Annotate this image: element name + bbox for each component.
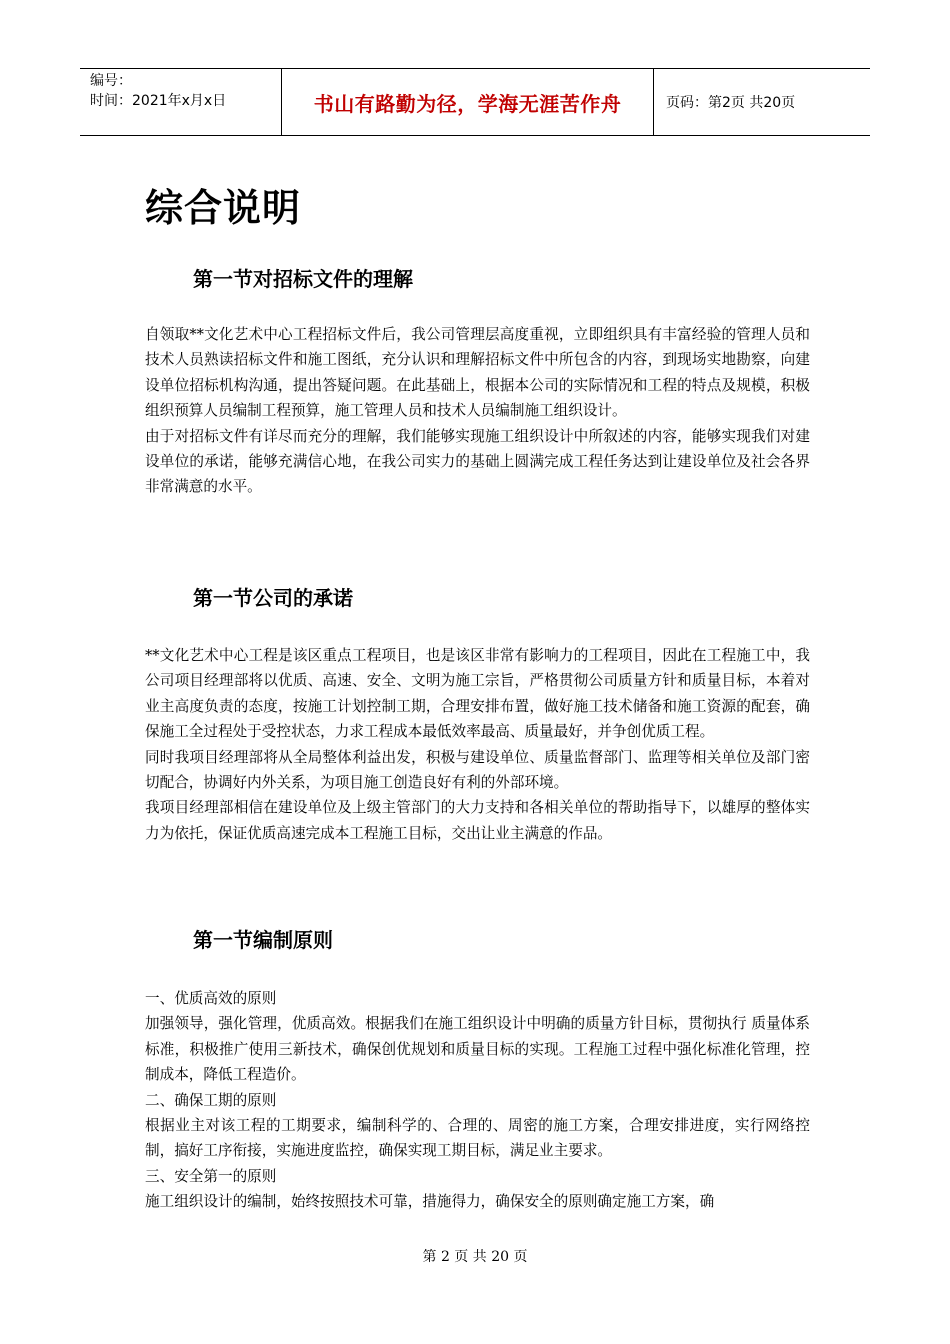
section-heading-principles: 第一节编制原则 — [193, 928, 333, 952]
paragraph: 根据业主对该工程的工期要求，编制科学的、合理的、周密的施工方案，合理安排进度，实行网络控制，搞好工序衔接，实施进度监控，确保实现工期目标，满足业主要求。 — [145, 1117, 810, 1160]
section-body-principles — [145, 986, 810, 1215]
subheading: 三、安全第一的原则 — [145, 1167, 277, 1185]
paragraph: 同时我项目经理部将从全局整体利益出发，积极与建设单位、质量监督部门、监理等相关单位及部门密切配合，协调好内外关系，为项目施工创造良好有利的外部环境。 — [145, 748, 810, 792]
page-footer: 第 2 页 共 20 页 — [422, 1249, 528, 1265]
header-motto: 书山有路勤为径，学海无涯苦作舟 — [282, 69, 654, 135]
paragraph: **文化艺术中心工程是该区重点工程项目，也是该区非常有影响力的工程项目，因此在工程施工中，我公司项目经理部将以优质、高速、安全、文明为施工宗旨，严格贯彻公司质量方针和质量目标，本着对业主高度负责的态度，按施工计划控制工期，合理安排布置，做好施工技术储备和施工资源的配套，确保施工全过程处于受控状态，力求工程成本最低效率最高、质量最好，并争创优质工程。 — [145, 647, 810, 741]
header-page-info: 页码：第2页 共20页 — [666, 95, 796, 111]
page-header — [80, 68, 870, 136]
section-heading-commitment: 第一节公司的承诺 — [193, 586, 353, 610]
paragraph: 我项目经理部相信在建设单位及上级主管部门的大力支持和各相关单位的帮助指导下，以雄厚的整体实力为依托，保证优质高速完成本工程施工目标，交出让业主满意的作品。 — [145, 799, 810, 842]
document-number-label: 编号： — [90, 73, 132, 89]
paragraph: 由于对招标文件有详尽而充分的理解，我们能够实现施工组织设计中所叙述的内容，能够实现我们对建设单位的承诺，能够充满信心地，在我公司实力的基础上圆满完成工程任务达到让建设单位及社会各界非常满意的水平。 — [145, 427, 810, 496]
document-time-label: 时间：2021年x月x日 — [90, 93, 227, 109]
section-body-understanding — [145, 322, 810, 500]
header-meta — [80, 69, 282, 135]
section-heading-understanding: 第一节对招标文件的理解 — [193, 267, 413, 291]
paragraph: 加强领导，强化管理，优质高效。根据我们在施工组织设计中明确的质量方针目标，贯彻执行 质量体系标准，积极推广使用三新技术，确保创优规划和质量目标的实现。工程施工过程中强化标准化管理，控制成本，降低工程造价。 — [145, 1015, 810, 1084]
section-body-commitment — [145, 643, 810, 846]
subheading: 一、优质高效的原则 — [145, 990, 277, 1007]
paragraph: 施工组织设计的编制，始终按照技术可靠，措施得力，确保安全的原则确定施工方案，确 — [145, 1193, 715, 1211]
subheading: 二、确保工期的原则 — [145, 1091, 277, 1109]
document-title: 综合说明 — [145, 186, 302, 230]
paragraph: 自领取**文化艺术中心工程招标文件后，我公司管理层高度重视，立即组织具有丰富经验的管理人员和技术人员熟读招标文件和施工图纸，充分认识和理解招标文件中所包含的内容，到现场实地勘察，向建设单位招标机构沟通，提出答疑问题。在此基础上，根据本公司的实际情况和工程的特点及规模，积极组织预算人员编制工程预算，施工管理人员和技术人员编制施工组织设计。 — [145, 326, 810, 420]
